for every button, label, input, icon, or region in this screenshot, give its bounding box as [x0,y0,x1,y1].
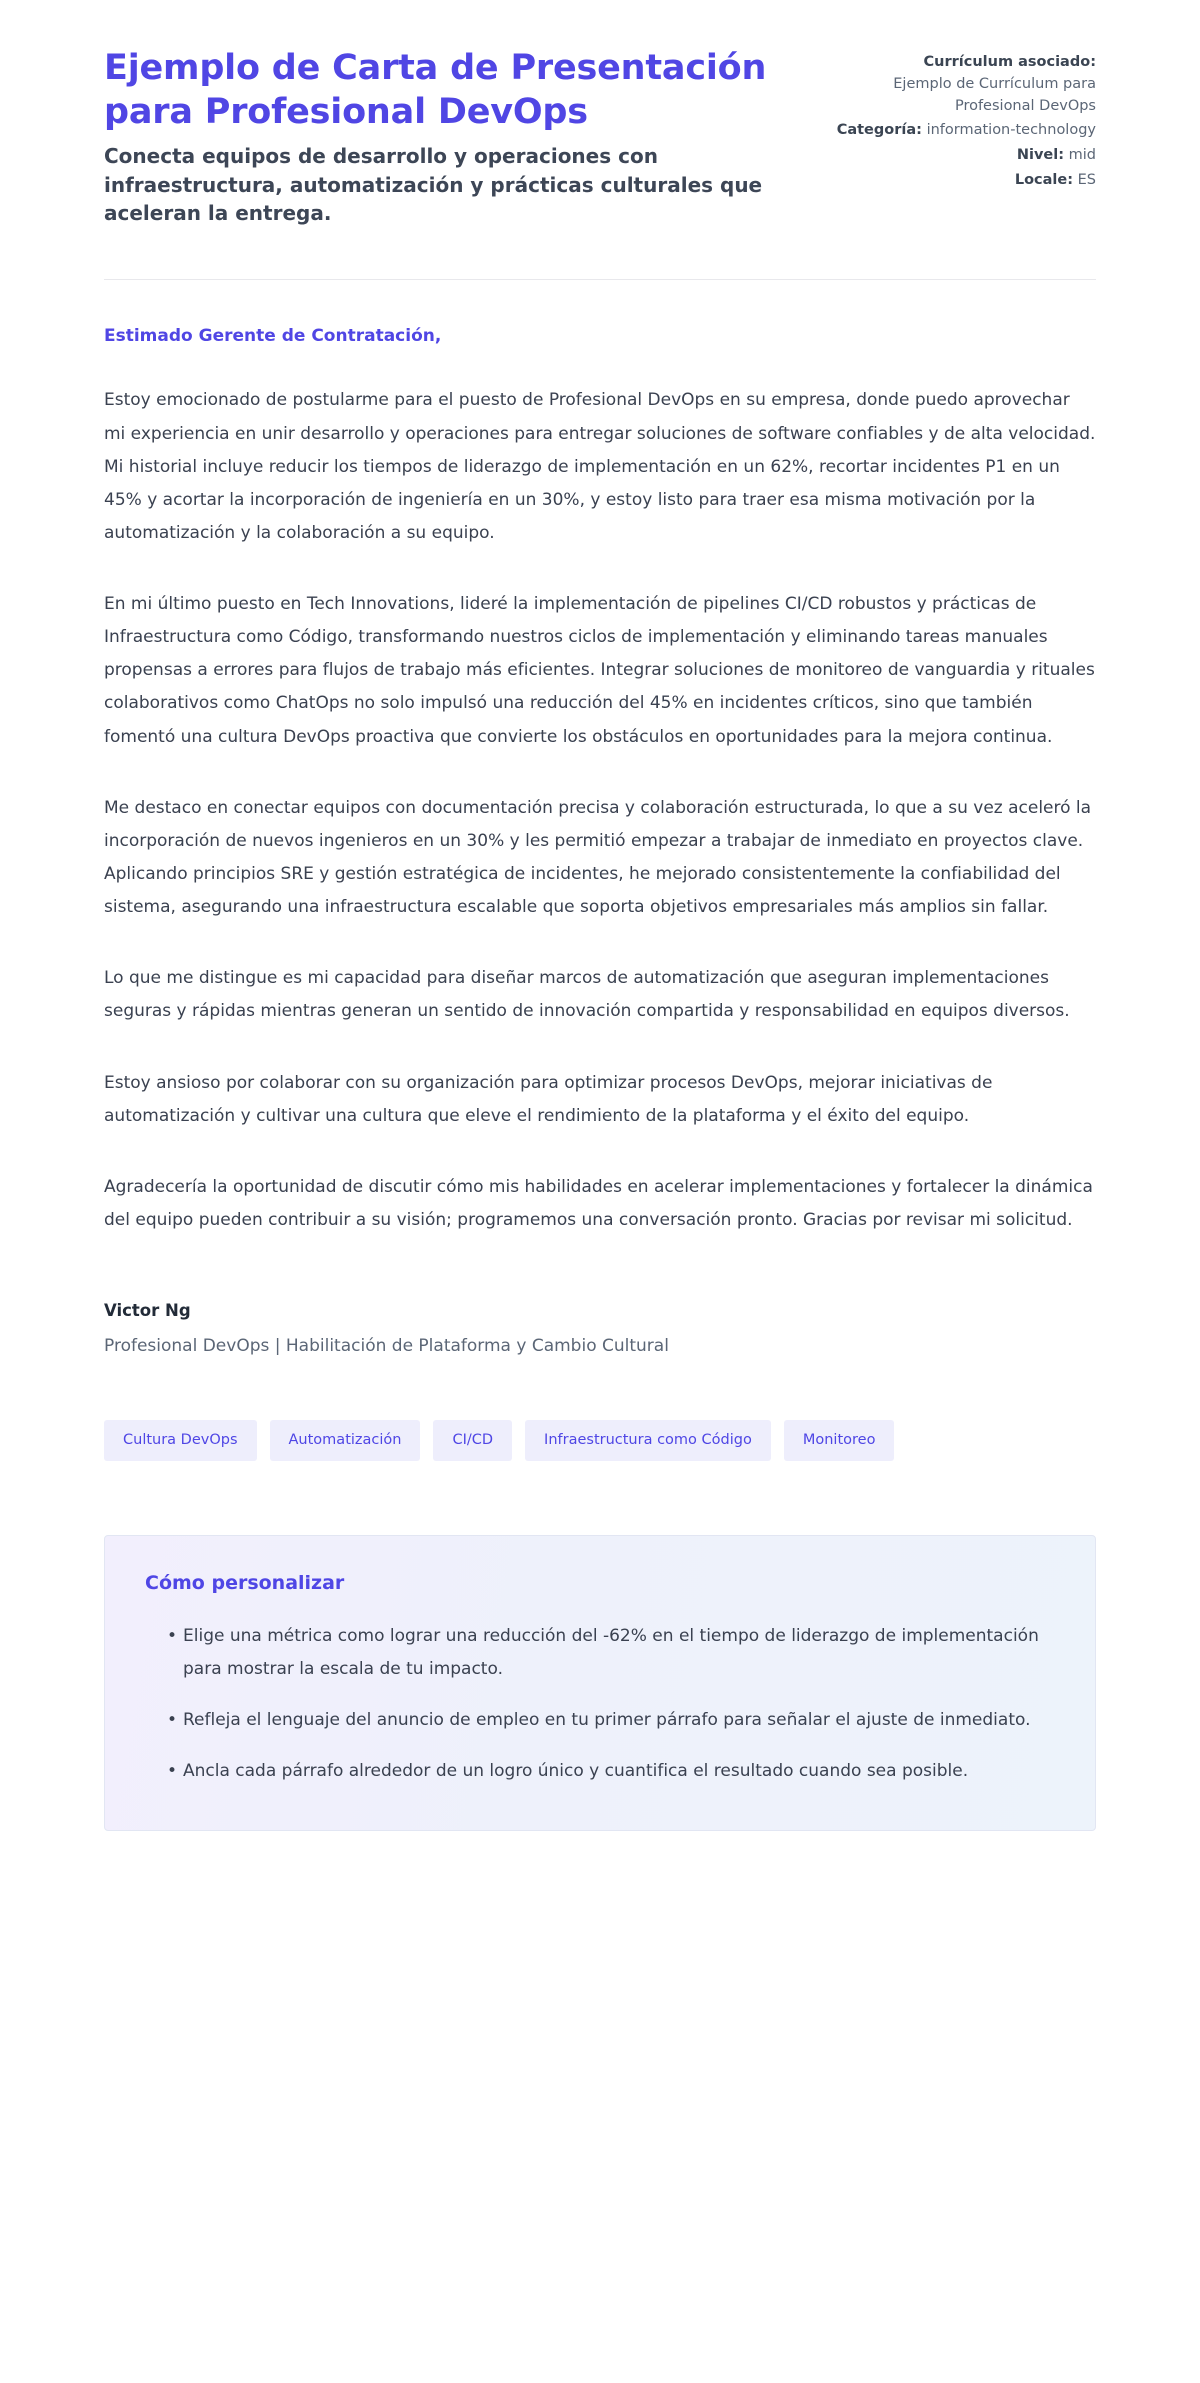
meta-associated-resume [818,52,1096,117]
callout-tip-item: • Refleja el lenguaje del anuncio de empleo en tu primer párrafo para señalar el ajuste de inmediato. [167,1704,1055,1737]
letter-paragraph: Estoy ansioso por colaborar con su organización para optimizar procesos DevOps, mejorar iniciativas de automatización y cultivar una cultura que eleve el rendimiento de la plataforma y el éxito del equipo. [104,1072,993,1126]
meta-level-label: Nivel: [1016,147,1065,163]
callout-title: Cómo personalizar [145,1571,345,1594]
letter-paragraphs [104,384,1096,1237]
tag-list [104,1420,1096,1461]
signature-name: Victor Ng [104,1301,191,1321]
document-metadata [818,46,1096,195]
document-header [104,46,1096,227]
letter-salutation: Estimado Gerente de Contratación, [104,326,442,347]
meta-locale [818,170,1096,192]
callout-tip-item: • Elige una métrica como lograr una reducción del -62% en el tiempo de liderazgo de implementación para mostrar la escala de tu impacto. [167,1620,1055,1686]
meta-category-value: information-technology [926,122,1096,139]
page-subtitle: Conecta equipos de desarrollo y operaciones con infraestructura, automatización y prácticas culturales que aceleran la entrega. [104,144,763,225]
letter-paragraph: Estoy emocionado de postularme para el puesto de Profesional DevOps en su empresa, donde puedo aprovechar mi experiencia en unir desarrollo y operaciones para entregar soluciones de software confiables y de alta velocidad. Mi historial incluye reducir los tiempos de liderazgo de implementación en un 62%, recortar incidentes P1 en un 45% y acortar la incorporación de ingeniería en un 30%, y estoy listo para traer esa misma motivación por la automatización y la colaboración a su equipo. [104,390,1096,543]
header-divider [104,279,1096,280]
tag-chip[interactable]: CI/CD [433,1420,512,1461]
meta-associated-resume-value: Ejemplo de Currículum para Profesional DevOps [893,75,1096,114]
header-title-group [104,46,778,227]
callout-tip-list [145,1620,1055,1789]
meta-category [818,120,1096,142]
meta-level [818,145,1096,167]
tag-chip[interactable]: Infraestructura como Código [525,1420,771,1461]
tag-chip[interactable]: Cultura DevOps [104,1420,257,1461]
letter-paragraph: Lo que me distingue es mi capacidad para diseñar marcos de automatización que aseguran implementaciones seguras y rápidas mientras generan un sentido de innovación compartida y responsabilidad en equipos diversos. [104,968,1070,1022]
meta-associated-resume-label: Currículum asociado: [923,54,1096,70]
letter-paragraph: Me destaco en conectar equipos con documentación precisa y colaboración estructurada, lo que a su vez aceleró la incorporación de nuevos ingenieros en un 30% y les permitió empezar a trabajar de inmediato en proyectos clave. Aplicando principios SRE y gestión estratégica de incidentes, he mejorado consistentemente la confiabilidad del sistema, asegurando una infraestructura escalable que soporta objetivos empresariales más amplios sin fallar. [104,797,1092,918]
meta-locale-value: ES [1077,171,1096,188]
meta-locale-label: Locale: [1014,171,1074,188]
tag-chip[interactable]: Monitoreo [784,1420,895,1461]
signature-role: Profesional DevOps | Habilitación de Plataforma y Cambio Cultural [104,1336,669,1357]
letter-body [104,326,1096,1237]
tag-chip[interactable]: Automatización [270,1420,421,1461]
meta-category-label: Categoría: [836,122,922,139]
signature-block [104,1301,1096,1356]
page-title: Ejemplo de Carta de Presentación para Profesional DevOps [104,48,767,133]
callout-tip-item: • Ancla cada párrafo alrededor de un logro único y cuantifica el resultado cuando sea posible. [167,1755,1055,1788]
customization-callout [104,1535,1096,1832]
letter-paragraph: En mi último puesto en Tech Innovations, lideré la implementación de pipelines CI/CD robustos y prácticas de Infraestructura como Código, transformando nuestros ciclos de implementación y eliminando tareas manuales propensas a errores para flujos de trabajo más eficientes. Integrar soluciones de monitoreo de vanguardia y rituales colaborativos como ChatOps no solo impulsó una reducción del 45% en incidentes críticos, sino que también fomentó una cultura DevOps proactiva que convierte los obstáculos en oportunidades para la mejora continua. [104,594,1095,747]
meta-level-value: mid [1068,147,1096,163]
letter-paragraph: Agradecería la oportunidad de discutir cómo mis habilidades en acelerar implementaciones y fortalecer la dinámica del equipo pueden contribuir a su visión; programemos una conversación pronto. Gracias por revisar mi solicitud. [104,1176,1093,1231]
